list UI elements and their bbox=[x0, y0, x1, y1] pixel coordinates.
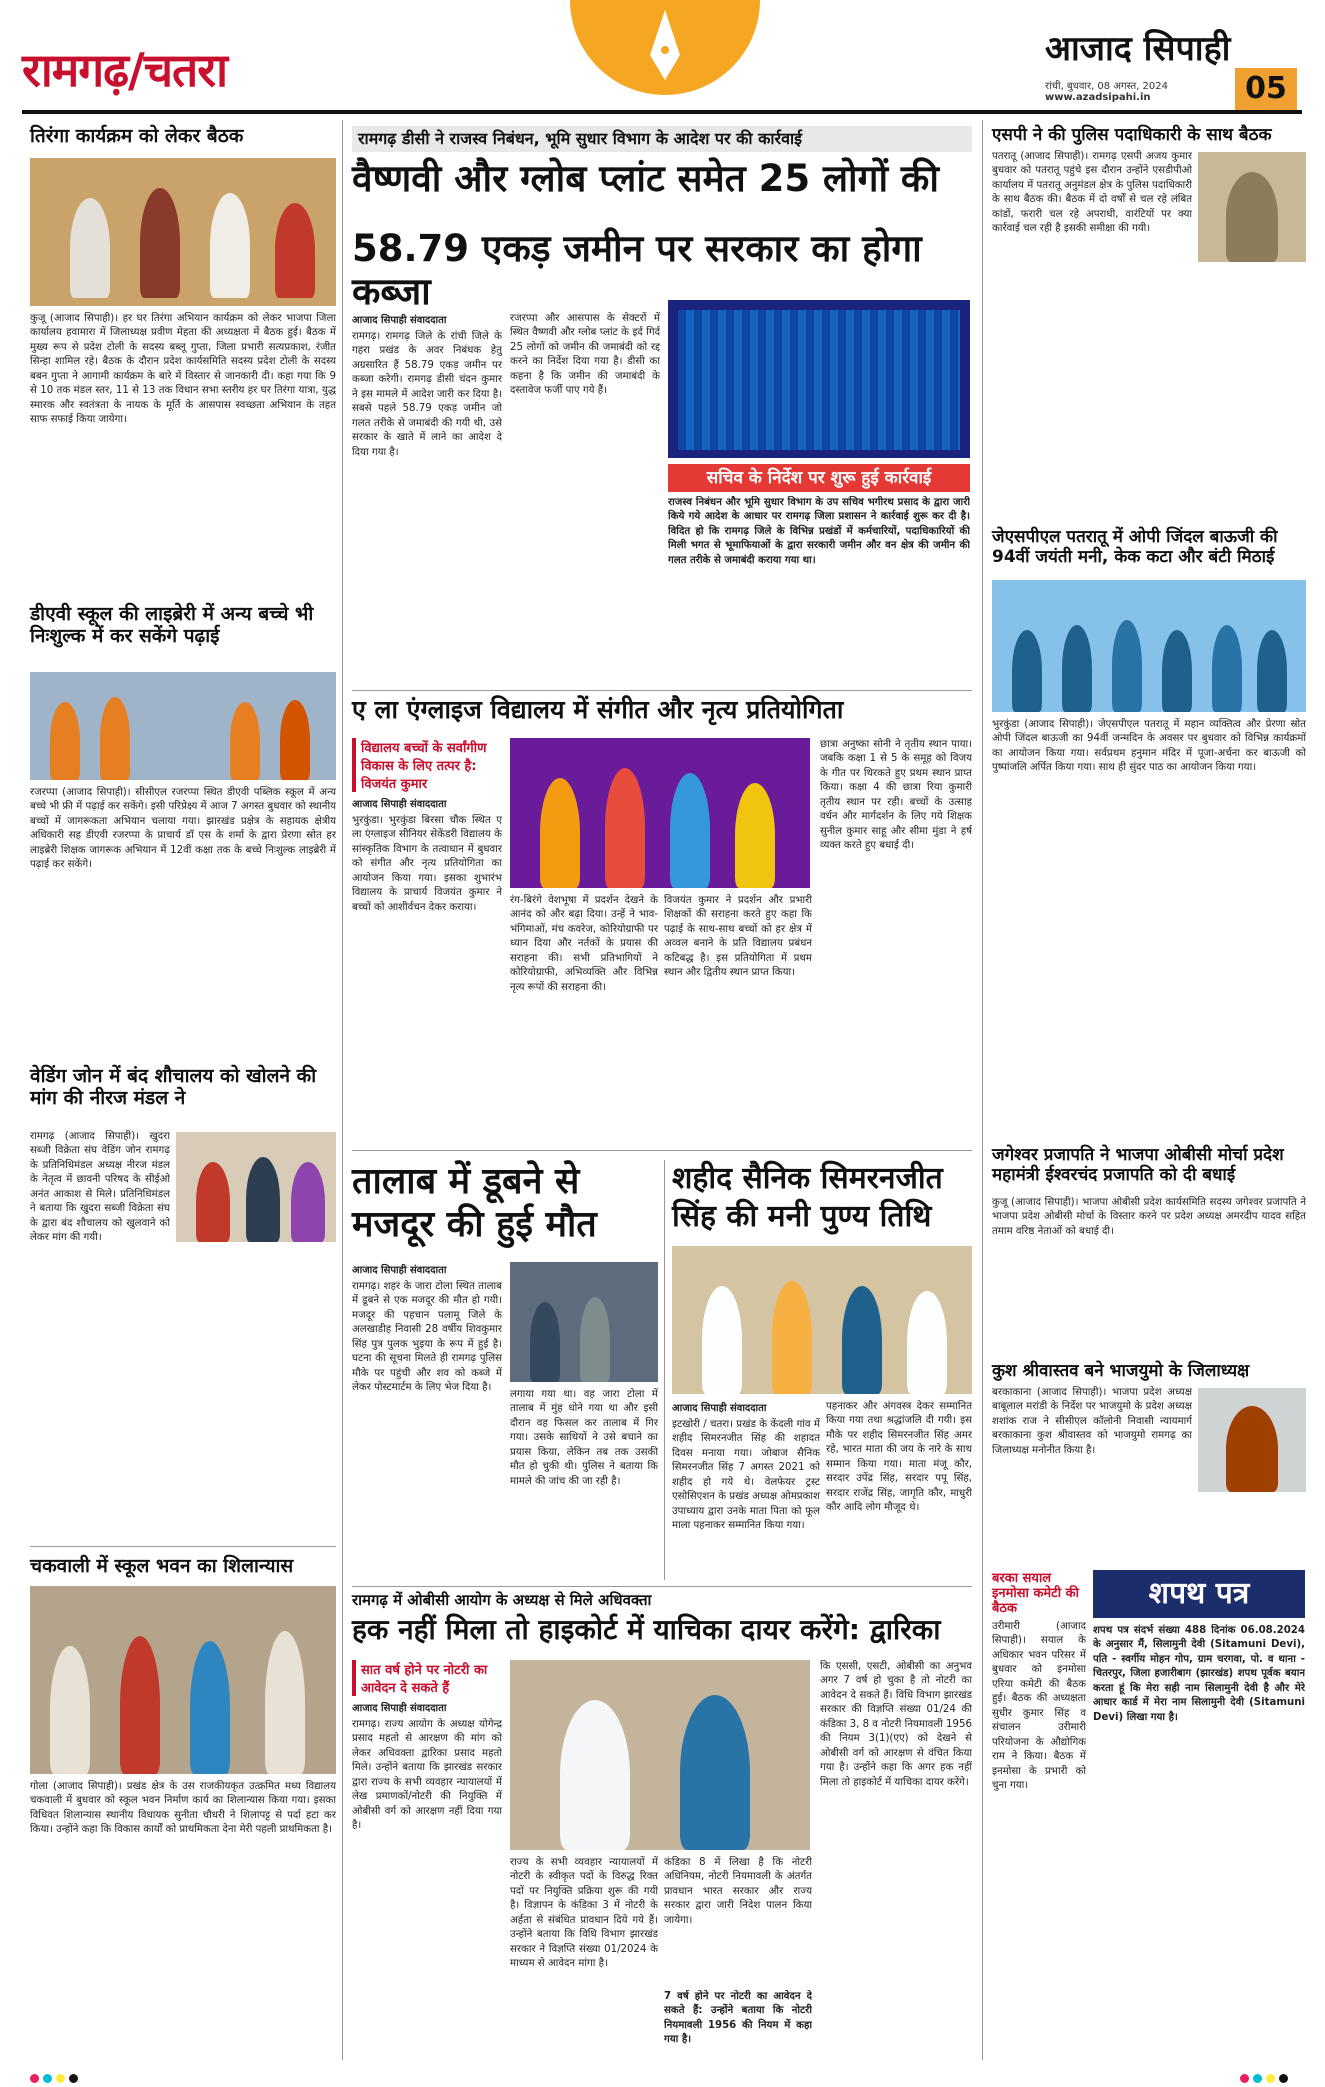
sp-photo bbox=[1198, 152, 1306, 262]
tiranga-headline: तिरंगा कार्यक्रम को लेकर बैठक bbox=[30, 125, 244, 147]
dav-headline: डीएवी स्कूल की लाइब्रेरी में अन्य बच्चे भी निःशुल्क में कर सकेंगे पढ़ाई bbox=[30, 603, 314, 647]
kush-headline: कुश श्रीवास्तव बने भाजयुमो के जिलाध्यक्ष bbox=[992, 1361, 1250, 1381]
music-photo bbox=[510, 738, 810, 888]
jspl-headline: जेएसपीएल पतरातू में ओपी जिंदल बाऊजी की 94वीं जयंती मनी, केक कटा और बंटी मिठाई bbox=[992, 527, 1278, 567]
lead-headline-2: 58.79 एकड़ जमीन पर सरकार का होगा कब्जा bbox=[352, 227, 922, 313]
paper-name: आजाद सिपाही bbox=[1045, 29, 1231, 69]
obc-kicker: रामगढ़ में ओबीसी आयोग के अध्यक्ष से मिले अधिवक्ता bbox=[352, 1591, 652, 1609]
dav-photo bbox=[30, 672, 336, 780]
lead-article-b: रजरप्पा और आसपास के सेक्टरों में स्थित वैष्णवी और ग्लोब प्लांट के इर्द गिर्द 25 लोगों को जमीन की जमाबंदी को रद्द करने का निर्देश दिया गया है। डीसी का कहना है कि जमीन की जमाबंदी के दस्तावेज फर्जी पाए गये हैं। bbox=[510, 313, 660, 397]
column-rule bbox=[342, 120, 343, 2060]
obc-headline: हक नहीं मिला तो हाइकोर्ट में याचिका दायर करेंगे: द्वारिका bbox=[352, 1613, 941, 1646]
page-number: 05 bbox=[1235, 68, 1297, 110]
chakuli-photo bbox=[30, 1586, 336, 1774]
music-byline: आजाद सिपाही संवाददाता bbox=[352, 799, 447, 810]
jageshwar-article: कुजू (आजाद सिपाही)। भाजपा ओबीसी प्रदेश कार्यसमिति सदस्य जगेश्वर प्रजापति ने भाजपा प्रदेश ओबीसी मोर्चा के विस्तार करने पर प्रदेश अध्यक्ष अमरदीप यादव सहित तमाम वरिष्ठ नेताओं को बधाई दी। bbox=[992, 1197, 1306, 1237]
martyr-photo bbox=[672, 1246, 972, 1394]
divider bbox=[352, 690, 972, 691]
dateline bbox=[1045, 78, 1235, 103]
sp-article: पतरातू (आजाद सिपाही)। रामगढ़ एसपी अजय कुमार बुधवार को पतरातू पहुंचे इस दौरान उन्होंने एसडीपीओ कार्यालय में पतरातू अनुमंडल क्षेत्र के पुलिस पदाधिकारी के साथ बैठक की। बैठक में दो वर्षों से चल रहे लंबित कांडों, फरारी चल रहे अपराधी, वारंटियों पर क्या कार्रवाई चल रही है इसकी समीक्षा की गयी। bbox=[992, 151, 1192, 235]
obc-byline: आजाद सिपाही संवाददाता bbox=[352, 1703, 447, 1714]
lead-byline: आजाद सिपाही संवाददाता bbox=[352, 315, 447, 326]
drown-byline: आजाद सिपाही संवाददाता bbox=[352, 1265, 447, 1276]
martyr-headline: शहीद सैनिक सिमरनजीत सिंह की मनी पुण्य तिथि bbox=[672, 1161, 943, 1234]
column-rule bbox=[982, 120, 983, 2060]
sp-headline: एसपी ने की पुलिस पदाधिकारी के साथ बैठक bbox=[992, 125, 1272, 145]
lead-headline-1: वैष्णवी और ग्लोब प्लांट समेत 25 लोगों की bbox=[352, 157, 939, 200]
divider bbox=[352, 1586, 972, 1587]
divider bbox=[30, 1546, 336, 1547]
music-quote: विद्यालय बच्चों के सर्वांगीण विकास के लिए तत्पर है: विजयंत कुमार bbox=[352, 738, 502, 792]
wedding-headline: वेडिंग जोन में बंद शौचालय को खोलने की मांग की नीरज मंडल ने bbox=[30, 1065, 317, 1109]
drown-article-b: लगाया गया था। वह जारा टोला में तालाब में मुंह धोने गया था और इसी दौरान वह फिसल कर तालाब में गिर गया। उसके साथियों ने उसे बचाने का प्रयास किया, लेकिन तब तक उसकी मौत हो चुकी थी। पुलिस ने बताया कि मामले की जांच की जा रही है। bbox=[510, 1389, 658, 1487]
obc-photo bbox=[510, 1660, 810, 1850]
lead-banner: सचिव के निर्देश पर शुरू हुई कार्रवाई bbox=[668, 464, 970, 492]
obc-article-d: 7 वर्ष होने पर नोटरी का आवेदन दे सकते हैं: उन्होंने बताया कि नोटरी नियमावली 1956 की नियम में कहा गया है। bbox=[664, 1991, 812, 2046]
obc-quote: सात वर्ष होने पर नोटरी का आवेदन दे सकते हैं bbox=[352, 1660, 502, 1696]
shapath-label: शपथ पत्र bbox=[1093, 1570, 1305, 1618]
kush-article: बरकाकाना (आजाद सिपाही)। भाजपा प्रदेश अध्यक्ष बाबूलाल मरांडी के निर्देश पर भाजयुमो के प्रदेश अध्यक्ष शशांक राज ने सीसीएल कॉलोनी निवासी न्यायमार्ग बरकाकाना कुश श्रीवास्तव को भाजयुमो रामगढ़ का जिलाध्यक्ष मनोनीत किया है। bbox=[992, 1387, 1192, 1456]
martyr-byline: आजाद सिपाही संवाददाता bbox=[672, 1403, 767, 1414]
dateline-text: रांची, बुधवार, 08 अगस्त, 2024 bbox=[1045, 81, 1169, 92]
wedding-photo bbox=[176, 1132, 336, 1242]
jspl-photo bbox=[992, 580, 1306, 712]
divider bbox=[352, 1150, 972, 1151]
shapath-article: शपथ पत्र संदर्भ संख्या 488 दिनांक 06.08.2024 के अनुसार मैं, सिलामुनी देवी (Sitamuni Devi), पति - स्वर्गीय मोहन गोप, ग्राम चरगवा, पो. व थाना - चितरपुर, जिला हजारीबाग (झारखंड) शपथ पूर्वक बयान करता हूं कि मेरा सही नाम सिलामुनी देवी है और मेरे आधार कार्ड में मेरा नाम सिलामुनी देवी (Sitamuni Devi) लिखा गया है। bbox=[1093, 1625, 1305, 1723]
wedding-article: रामगढ़ (आजाद सिपाही)। खुदरा सब्जी विक्रेता संघ वेडिंग जोन रामगढ़ के प्रतिनिधिमंडल अध्यक्ष नीरज मंडल के नेतृत्व में छावनी परिषद के सीईओ अनंत आकाश से मिले। प्रतिनिधिमंडल ने बताया कि खुदरा सब्जी विक्रेता संघ के द्वारा बंद शौचालय को खुलवाने को लेकर मांग की गयी। bbox=[30, 1131, 170, 1244]
kush-photo bbox=[1198, 1388, 1306, 1492]
website-text: www.azadsipahi.in bbox=[1045, 92, 1151, 103]
obc-article-b: राज्य के सभी व्यवहार न्यायालयों में नोटरी के स्वीकृत पदों के विरुद्ध रिक्त पदों पर नियुक्ति प्रक्रिया शुरू की गयी है। विज्ञापन के कंडिका 3 में नोटरी के अर्हता से संबंधित प्रावधान दिये गये हैं। उन्होंने बताया कि विधि विभाग झारखंड सरकार ने विज्ञप्ति संख्या 01/2024 के माध्यम से आवेदन मांगा है। bbox=[510, 1857, 658, 1970]
tiranga-article: कुजू (आजाद सिपाही)। हर घर तिरंगा अभियान कार्यक्रम को लेकर भाजपा जिला कार्यालय हवामारा में जिलाध्यक्ष प्रवीण मेहता की अध्यक्षता में बैठक हुई। बैठक में मुख्य रूप से प्रदेश टोली के सदस्य बब्लू गुप्ता, जिला प्रभारी सत्यप्रकाश, रंजीत सिन्हा शामिल रहे। बैठक के दौरान प्रदेश कार्यसमिति सदस्य प्रदेश टोली के सदस्य बबन गुप्ता ने आगामी कार्यक्रम के बारे में विस्तार से जानकारी दी। कहा गया कि 9 से 10 तक मंडल स्तर, 11 से 13 तक विधान सभा स्तरीय हर घर तिरंगा यात्रा, युद्ध स्मारक और स्वतंत्रता के नायक के मूर्ति के आसपास स्वच्छता अभियान के तहत साफ सफाई किया जायेगा। bbox=[30, 313, 336, 426]
chakuli-article: गोला (आजाद सिपाही)। प्रखंड क्षेत्र के उस राजकीयकृत उत्क्रमित मध्य विद्यालय चकवाली में बुधवार को स्कूल भवन निर्माण कार्य का शिलान्यास किया गया। इसका विधिवत शिलान्यास स्थानीय विधायक सुनीता चौधरी ने शिलापट्ट से पर्दा हटा कर किया। उन्होंने कहा कि विकास कार्यों को प्राथमिकता देना मेरी पहली प्राथमिकता है। bbox=[30, 1781, 336, 1836]
jspl-article: भुरकुंडा (आजाद सिपाही)। जेएसपीएल पतरातू में महान व्यक्तित्व और प्रेरणा स्रोत ओपी जिंदल बाऊजी का 94वीं जन्मदिन के अवसर पर बुधवार को विभिन्न कार्यक्रमों का आयोजन किया गया। सर्वप्रथम हनुमान मंदिर में पूजा-अर्चना कर बाऊजी को पुष्पांजलि अर्पित किया गया। साथ ही सुंदर पाठ का आयोजन किया गया। bbox=[992, 719, 1306, 774]
drown-headline: तालाब में डूबने से मजदूर की हुई मौत bbox=[352, 1161, 597, 1246]
section-title: रामगढ़/चतरा bbox=[22, 43, 227, 97]
obc-article-c: कंडिका 8 में लिखा है कि नोटरी अधिनियम, नोटरी नियमावली के अंतर्गत प्रावधान भारत सरकार और राज्य सरकार द्वारा जारी निदेश पालन किया जायेगा। bbox=[664, 1857, 812, 1926]
tiranga-photo bbox=[30, 158, 336, 306]
drown-photo bbox=[510, 1262, 658, 1382]
barka-article: उरीमारी (आजाद सिपाही)। सयाल के अधिकार भवन परिसर में बुधवार को इनमोसा एरिया कमेटी की बैठक हुई। बैठक की अध्यक्षता सुधीर कुमार सिंह व संचालन उरीमारी परियोजना के औद्योगिक राम ने किया। बैठक में इनमोसा के प्रभारी को चुना गया। bbox=[992, 1621, 1086, 1792]
music-article-c: विजयंत कुमार ने प्रदर्शन और प्रभारी शिक्षकों की सराहना करते हुए कहा कि पढ़ाई के साथ-साथ बच्चों को हर क्षेत्र में अव्वल बनाने के प्रति विद्यालय प्रबंधन कटिबद्ध है। इस प्रतियोगिता में प्रथम स्थान और द्वितीय स्थान प्राप्त किया। bbox=[664, 895, 812, 979]
martyr-article-a: इटखोरी / चतरा। प्रखंड के केंदली गांव में शहीद सिमरनजीत सिंह की शहादत दिवस मनाया गया। जोबाज सैनिक सिमरनजीत सिंह 7 अगस्त 2021 को शहीद हो गये थे। वेलफेयर ट्रस्ट एसोसिएशन के प्रखंड अध्यक्ष ओमप्रकाश उपाध्याय द्वारा उनके माता पिता को फूल माला पहनाकर सम्मानित किया गया। bbox=[672, 1419, 820, 1532]
music-headline: ए ला एंग्लाइज विद्यालय में संगीत और नृत्य प्रतियोगिता bbox=[352, 695, 844, 724]
masthead-rule bbox=[22, 110, 1302, 114]
music-article-b: रंग-बिरंगे वेशभूषा में प्रदर्शन देखने के आनंद को और बढ़ा दिया। उन्हें ने भाव-भंगिमाओं, मंच कवरेज, कोरियोग्राफी पर ध्यान दिया और नर्तकों के प्रयास की सराहना की। सभी प्रतिभागियों ने कोरियोग्राफी, अभिव्यक्ति और विभिन्न नृत्य रूपों की सराहना की। bbox=[510, 895, 658, 993]
barka-headline: बरका सयाल इनमोसा कमेटी की बैठक bbox=[992, 1571, 1079, 1616]
lead-photo bbox=[668, 300, 970, 458]
music-article-d: छात्रा अनुष्का सोनी ने तृतीय स्थान पाया। जबकि कक्षा 1 से 5 के समूह को विजय के गीत पर थिरकते हुए प्रथम स्थान प्राप्त किया। कक्षा 4 की छात्रा रिया कुमारी तृतीय स्थान पर रही। बच्चों के उत्साह वर्धन और मार्गदर्शन के लिए गये शिक्षक सुनील कुमार साहू और सीमा मुंडा ने हर्ष व्यक्त करते हुए बधाई दी। bbox=[820, 739, 972, 852]
footer-dots-left bbox=[30, 2068, 82, 2080]
lead-article-a: रामगढ़। रामगढ़ जिले के रांची जिले के गहरा प्रखंड के अवर निबंधक हेतु अग्रसारित हैं 58.79 एकड़ जमीन पर कब्जा करेगी। रामगढ़ डीसी चंदन कुमार ने इस मामले में आदेश जारी कर दिया है। सबसे पहले 58.79 एकड़ जमीन जो गलत तरीके से जमाबंदी की गयी थी, उसे सरकार के खाते में लाने का आदेश दे दिया गया है। bbox=[352, 331, 502, 458]
footer-dots-right bbox=[1240, 2068, 1292, 2080]
dav-article: रजरप्पा (आजाद सिपाही)। सीसीएल रजरप्पा स्थित डीएवी पब्लिक स्कूल में अन्य बच्चे भी फ्री में पढ़ाई कर सकेंगे। इसी परिप्रेक्ष्य में आज 7 अगस्त बुधवार को स्थानीय बच्चों में जागरूकता अभियान चलाया गया। झारखंड प्रक्षेत्र के सहायक क्षेत्रीय अधिकारी सह डीएवी रजरप्पा के प्राचार्य डॉ एस के शर्मा के द्वारा प्रेरणा स्रोत हर लाइब्रेरी शिक्षक जागरूक अभियान में 12वीं कक्षा तक के बच्चे निःशुल्क लाइब्रेरी में पढ़ाई कर सकेंगे। bbox=[30, 787, 336, 871]
pen-nib-logo bbox=[530, 0, 800, 105]
martyr-article-b: पहनाकर और अंगवस्त्र देकर सम्मानित किया गया तथा श्रद्धांजलि दी गयी। इस मौके पर शहीद सिमरनजीत सिंह अमर रहे, भारत माता की जय के नारे के साथ सम्मान किया गया। माता मंजू कौर, सरदार उपेंद्र सिंह, सरदार पपू सिंह, सरदार राजेंद्र सिंह, जागृति कौर, माधुरी कौर आदि लोग मौजूद थे। bbox=[826, 1401, 972, 1514]
drown-article-a: रामगढ़। शहर के जारा टोला स्थित तालाब में डूबने से एक मजदूर की मौत हो गयी। मजदूर की पहचान पलामू जिले के अलखाडीह निवासी 28 वर्षीय शिवकुमार सिंह पुत्र पुलक भुइया के रूप में हुई है। घटना की सूचना मिलते ही रामगढ़ पुलिस मौके पर पहुंची और शव को कब्जे में लेकर पोस्टमार्टम के लिए भेज दिया है। bbox=[352, 1281, 502, 1394]
column-rule bbox=[664, 1160, 665, 1580]
lead-kicker: रामगढ़ डीसी ने राजस्व निबंधन, भूमि सुधार विभाग के आदेश पर की कार्रवाई bbox=[352, 126, 972, 152]
obc-article-a: रामगढ़। राज्य आयोग के अध्यक्ष योगेन्द्र प्रसाद महतो से आरक्षण की मांग को लेकर अधिवक्ता द्वारिका प्रसाद महतो मिले। उन्होंने बताया कि झारखंड सरकार द्वारा राज्य के सभी व्यवहार न्यायालयों में लेख प्रमाणकों/नोटरी की नियुक्ति में ओबीसी वर्ग को आरक्षण नहीं दिया गया है। bbox=[352, 1719, 502, 1832]
music-article-a: भुरकुंडा। भुरकुंडा बिरसा चौक स्थित ए ला एंग्लाइज सीनियर सेकेंडरी विद्यालय के सांस्कृतिक विभाग के तत्वाधान में बुधवार को संगीत और नृत्य प्रतियोगिता का आयोजन किया गया। इसका शुभारंभ विद्यालय के प्राचार्य विजयंत कुमार ने बच्चों को आशीर्वचन देकर कराया। bbox=[352, 815, 502, 913]
lead-banner-text: राजस्व निबंधन और भूमि सुधार विभाग के उप सचिव भगीरथ प्रसाद के द्वारा जारी किये गये आदेश के आधार पर रामगढ़ जिला प्रशासन ने कार्रवाई शुरू कर दी है। विदित हो कि रामगढ़ जिले के विभिन्न प्रखंडों में कर्मचारियों, पदाधिकारियों की मिली भगत से भूमाफियाओं के द्वारा सरकारी जमीन और वन क्षेत्र की जमीन की गलत तरीके से जमाबंदी कराया गया था। bbox=[668, 497, 970, 566]
obc-article-e: कि एससी, एसटी, ओबीसी का अनुभव अगर 7 वर्ष हो चुका है तो नोटरी का आवेदन दे सकते हैं। विधि विभाग झारखंड सरकार की विज्ञप्ति संख्या 01/24 की कंडिका 3, 8 व नोटरी नियमावली 1956 की नियम 3(1)(एए) को देखने से ओबीसी वर्ग को आरक्षण से वंचित किया गया है। उन्होंने कहा कि अगर हक नहीं मिला तो हाइकोर्ट में याचिका दायर करेंगे। bbox=[820, 1661, 972, 1788]
chakuli-headline: चकवाली में स्कूल भवन का शिलान्यास bbox=[30, 1555, 294, 1577]
jageshwar-headline: जगेश्वर प्रजापति ने भाजपा ओबीसी मोर्चा प्रदेश महामंत्री ईश्वरचंद प्रजापति को दी बधाई bbox=[992, 1145, 1284, 1185]
